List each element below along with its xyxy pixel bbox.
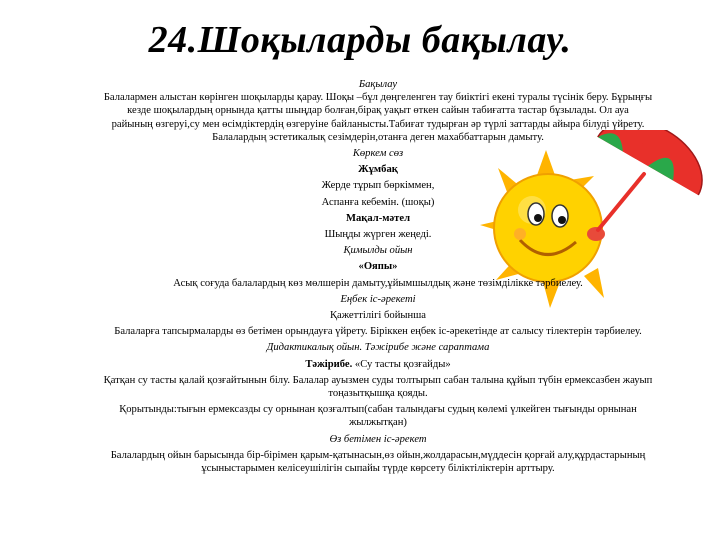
section-korkem-soz: Көркем сөз <box>352 148 404 160</box>
experiment-line-2: тоңазытқышқа қояды. <box>328 388 428 400</box>
section-didakt: Дидактикалық ойын. Тәжірибе және сараптама <box>266 342 490 354</box>
game-name: «Ояпы» <box>358 261 398 273</box>
intro-line-2: кезде шоқылардың орнында қатты шыңдар болған,бірақ уақыт өткен сайын табиғатта тастар бұзылады. Ол ауа <box>127 105 629 117</box>
intro-line-3: райының өзгеруі,су мен өсімдіктердің өзгеруіне байланысты.Табиғат тудырған әр түрлі заттарды айыра білуді үйрету. <box>111 118 645 130</box>
riddle-line-2: Аспанға кебемін. (шоқы) <box>321 196 435 208</box>
experiment-title <box>58 358 698 371</box>
experiment-label: Тәжірибе. <box>305 358 353 370</box>
final-line-1: Балалардың ойын барысында бір-бірімен қарым-қатынасын,өз ойын,жолдарасын,мүддесін қорғай алу,құрдастарының <box>110 449 646 461</box>
intro-line-4: Балалардың эстетикалық сезімдерін,отанға деген махаббаттарын дамыту. <box>212 131 544 143</box>
section-enbek: Еңбек іс-әрекеті <box>340 293 416 305</box>
section-maqal: Мақал-мәтел <box>345 212 411 224</box>
subheading: Бақылау <box>358 79 398 90</box>
qazhet-line: Қажеттілігі бойынша <box>329 310 427 322</box>
result-line-2: жылжытқан) <box>349 417 407 429</box>
result-line-1: Қорытынды:тығын ермексазды су орнынан қозғалтып(сабан талындағы судың көлемі үлкейген тығынды орнынан <box>119 404 637 416</box>
game-description: Асық соғуда балалардың көз мөлшерін дамыту,ұйымшылдық және төзімділікке тәрбиелеу. <box>173 277 583 289</box>
riddle-line-1: Жерде тұрып бөркіммен, <box>321 180 435 192</box>
section-zhumbaq: Жұмбақ <box>358 164 398 176</box>
final-line-2: ұсыныстарымен келісеушілігін сыпайы түрде көрсету біліктіліктерін арттыру. <box>201 463 555 475</box>
page-title: 24.Шоқыларды бақылау. <box>148 19 572 61</box>
section-qimyl: Қимылды ойын <box>343 245 413 257</box>
experiment-name: «Су тасты қозғайды» <box>352 358 451 370</box>
experiment-line-1: Қатқан су тасты қалай қозғайтынын білу. Балалар ауызмен суды толтырып сабан талына құйып түбін ермексазбен жауып <box>103 374 653 386</box>
body-text <box>58 78 698 475</box>
intro-line-1: Балалармен алыстан көрінген шоқыларды қарау. Шоқы –бұл дөңгеленген тау биіктігі екені туралы түсінік беру. Бұрыңғы <box>103 92 653 104</box>
proverb-line: Шыңды жүрген жеңеді. <box>324 229 432 241</box>
section-oz-betimen: Өз бетімен іс-әрекет <box>329 433 427 445</box>
task-line: Балаларға тапсырмаларды өз бетімен орындауға үйрету. Біріккен еңбек іс-әрекетінде ат салысу тілектерін тәрбиелеу. <box>114 326 642 338</box>
